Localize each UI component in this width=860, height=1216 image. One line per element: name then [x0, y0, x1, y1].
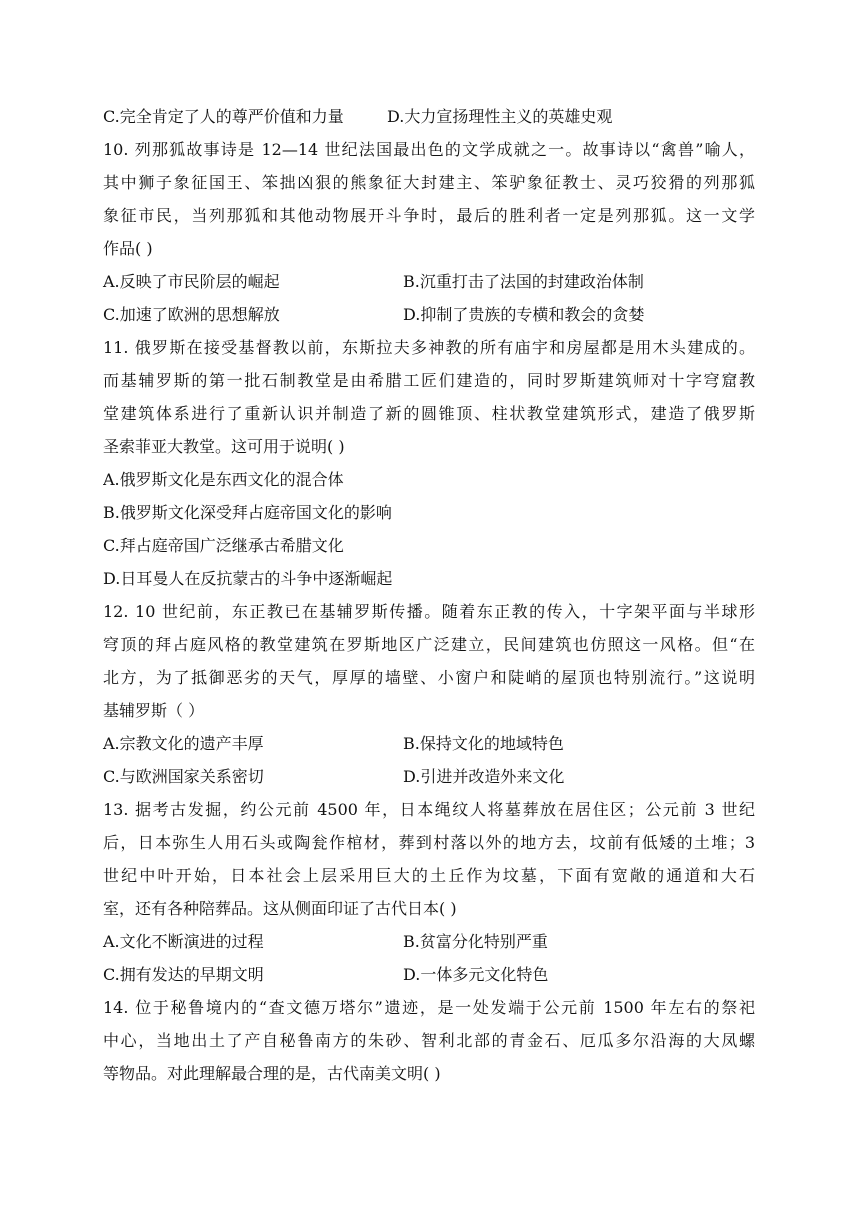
q14-stem-line-3: 等物品。对此理解最合理的是，古代南美文明( ): [103, 1064, 441, 1083]
q13-stem-line-4: 室，还有各种陪葬品。这从侧面印证了古代日本( ): [103, 899, 457, 918]
q10-stem-line-1: 10. 列那狐故事诗是 12—14 世纪法国最出色的文学成就之一。故事诗以“禽兽”喻人，: [103, 140, 755, 159]
q12-stem-line-4: 基辅罗斯（ ）: [103, 701, 205, 720]
q10-options-cd: [103, 298, 755, 331]
q11-option-b: B.俄罗斯文化深受拜占庭帝国文化的影响: [103, 503, 392, 522]
q12-option-d: D.引进并改造外来文化: [403, 767, 565, 786]
question-13: [103, 793, 755, 991]
q11-stem-line-3: 堂建筑体系进行了重新认识并制造了新的圆锥顶、柱状教堂建筑形式，建造了俄罗斯: [103, 404, 755, 423]
q11-option-c: C.拜占庭帝国广泛继承古希腊文化: [103, 536, 344, 555]
q9-options-cd: [103, 100, 755, 133]
q13-option-d: D.一体多元文化特色: [403, 965, 549, 984]
q11-stem-line-1: 11. 俄罗斯在接受基督教以前，东斯拉夫多神教的所有庙宇和房屋都是用木头建成的。: [103, 338, 755, 357]
q12-options-ab: [103, 727, 755, 760]
q10-option-a: A.反映了市民阶层的崛起: [103, 272, 280, 291]
q10-options-ab: [103, 265, 755, 298]
q9-option-d: D.大力宣扬理性主义的英雄史观: [387, 107, 613, 126]
q11-option-a: A.俄罗斯文化是东西文化的混合体: [103, 470, 344, 489]
q13-stem-line-3: 世纪中叶开始，日本社会上层采用巨大的土丘作为坟墓，下面有宽敞的通道和大石: [103, 866, 755, 885]
question-14: [103, 991, 755, 1090]
q10-option-d: D.抑制了贵族的专横和教会的贪婪: [403, 305, 645, 324]
q10-stem-line-3: 象征市民，当列那狐和其他动物展开斗争时，最后的胜利者一定是列那狐。这一文学: [103, 206, 755, 225]
q10-option-c: C.加速了欧洲的思想解放: [103, 305, 280, 324]
q13-option-a: A.文化不断演进的过程: [103, 932, 264, 951]
q9-option-c: C.完全肯定了人的尊严价值和力量: [103, 107, 344, 126]
q12-options-cd: [103, 760, 755, 793]
q13-stem-line-2: 后，日本弥生人用石头或陶瓮作棺材，葬到村落以外的地方去，坟前有低矮的土堆；3: [103, 833, 755, 852]
q13-options-cd: [103, 958, 755, 991]
q12-stem-line-3: 北方，为了抵御恶劣的天气，厚厚的墙壁、小窗户和陡峭的屋顶也特别流行。”这说明: [103, 668, 755, 687]
q13-option-b: B.贫富分化特别严重: [403, 932, 548, 951]
q10-stem-line-2: 其中狮子象征国王、笨拙凶狠的熊象征大封建主、笨驴象征教士、灵巧狡猾的列那狐: [103, 173, 755, 192]
question-11: [103, 331, 755, 595]
q13-option-c: C.拥有发达的早期文明: [103, 965, 264, 984]
q12-option-b: B.保持文化的地域特色: [403, 734, 564, 753]
q12-stem-line-1: 12. 10 世纪前，东正教已在基辅罗斯传播。随着东正教的传入，十字架平面与半球形: [103, 602, 755, 621]
q12-option-c: C.与欧洲国家关系密切: [103, 767, 264, 786]
q14-stem-line-1: 14. 位于秘鲁境内的“查文德万塔尔”遗迹，是一处发端于公元前 1500 年左右的祭祀: [103, 998, 755, 1017]
q11-stem-line-2: 而基辅罗斯的第一批石制教堂是由希腊工匠们建造的，同时罗斯建筑师对十字穹窟教: [103, 371, 755, 390]
q13-options-ab: [103, 925, 755, 958]
question-12: [103, 595, 755, 793]
page-content: [103, 100, 755, 1090]
q10-option-b: B.沉重打击了法国的封建政治体制: [403, 272, 644, 291]
question-10: [103, 133, 755, 331]
q11-stem-line-4: 圣索菲亚大教堂。这可用于说明( ): [103, 437, 345, 456]
q11-option-d: D.日耳曼人在反抗蒙古的斗争中逐渐崛起: [103, 569, 393, 588]
q10-stem-line-4: 作品( ): [103, 239, 153, 258]
q13-stem-line-1: 13. 据考古发掘，约公元前 4500 年，日本绳纹人将墓葬放在居住区；公元前 3 世纪: [103, 800, 755, 819]
q14-stem-line-2: 中心，当地出土了产自秘鲁南方的朱砂、智利北部的青金石、厄瓜多尔沿海的大凤螺: [103, 1031, 755, 1050]
q12-stem-line-2: 穹顶的拜占庭风格的教堂建筑在罗斯地区广泛建立，民间建筑也仿照这一风格。但“在: [103, 635, 755, 654]
q12-option-a: A.宗教文化的遗产丰厚: [103, 734, 264, 753]
